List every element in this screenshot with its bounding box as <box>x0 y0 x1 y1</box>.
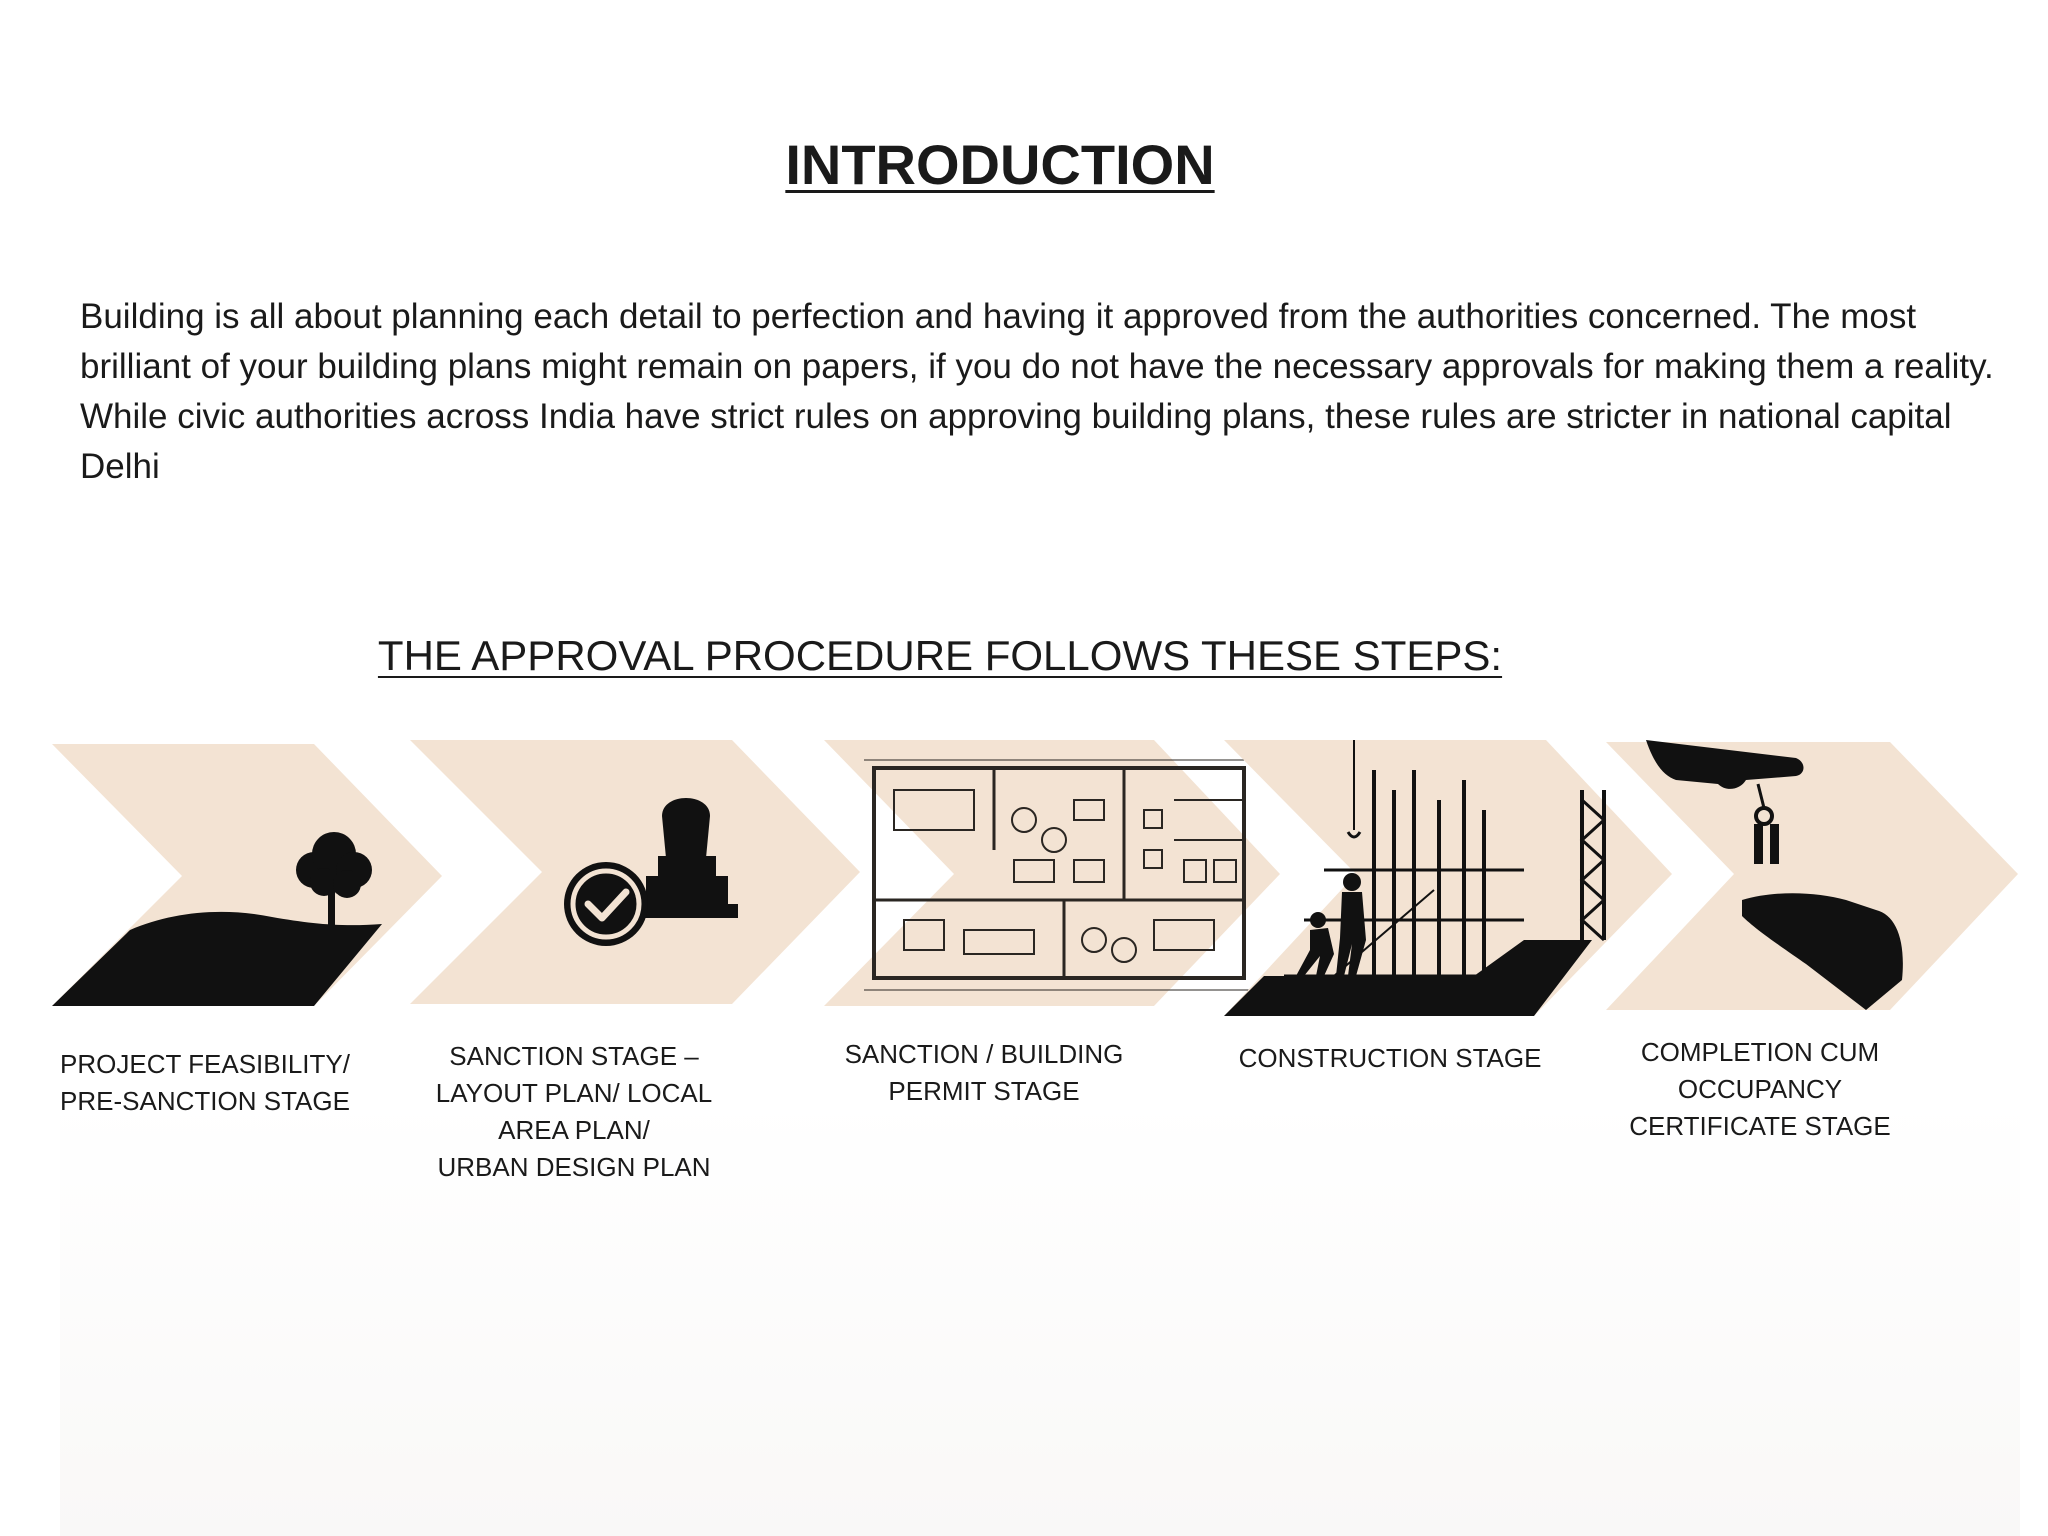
background-fade <box>60 1100 2020 1536</box>
step-1-label: PROJECT FEASIBILITY/ PRE-SANCTION STAGE <box>60 1049 350 1116</box>
step-2-label: SANCTION STAGE – LAYOUT PLAN/ LOCAL AREA PLAN/ URBAN DESIGN PLAN <box>435 1041 713 1182</box>
steps-heading: THE APPROVAL PROCEDURE FOLLOWS THESE STEPS: <box>377 632 1503 679</box>
page-title: INTRODUCTION <box>785 133 1215 196</box>
step-4-label: CONSTRUCTION STAGE <box>1238 1043 1542 1073</box>
step-5-chevron <box>1606 740 2022 1014</box>
intro-paragraph: Building is all about planning each detail to perfection and having it approved from the authorities concerned. The most brilliant of your building plans might remain on papers, if you do not have the necessary approvals for making them a reality. While civic authorities across India have strict rules on approving building plans, these rules are stricter in national capital Delhi <box>80 297 1994 486</box>
step-1-chevron <box>52 742 444 1010</box>
step-3-chevron <box>824 740 1284 1008</box>
step-3-label: SANCTION / BUILDING PERMIT STAGE <box>844 1039 1124 1106</box>
step-5-label: COMPLETION CUM OCCUPANCY CERTIFICATE STAGE <box>1629 1037 1891 1141</box>
step-2-chevron <box>410 740 862 1006</box>
